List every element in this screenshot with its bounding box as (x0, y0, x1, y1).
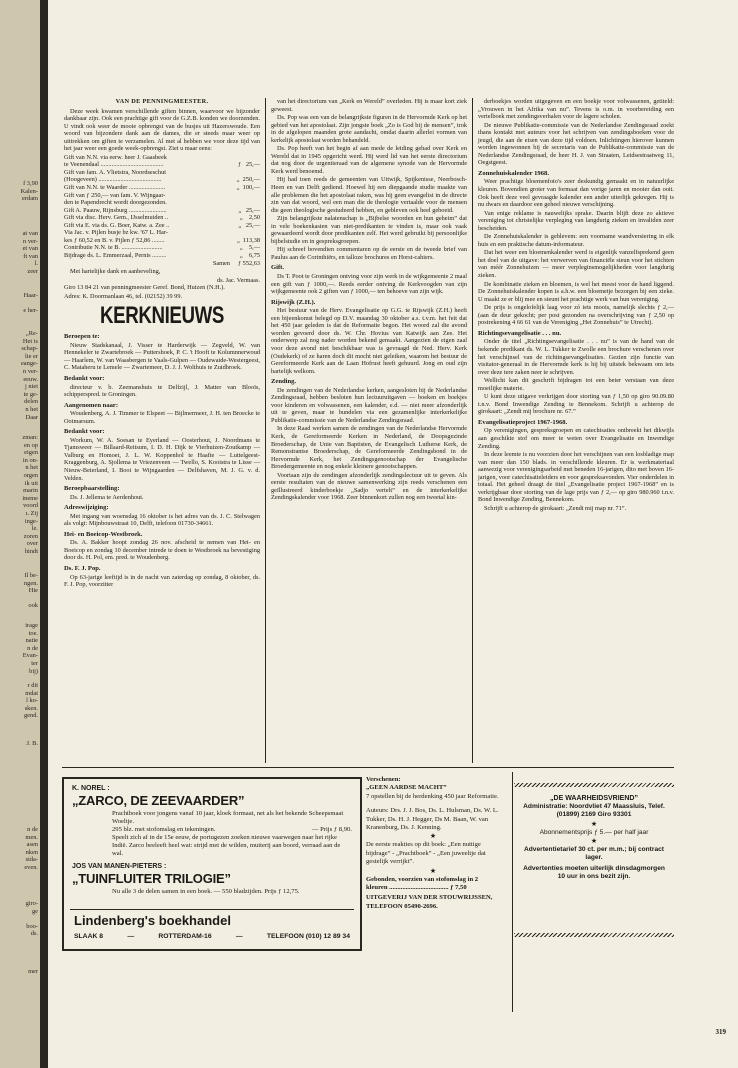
gift-amount: „ 6,75 (239, 251, 260, 259)
fragment-line: ter (31, 659, 38, 667)
fragment-line: zoren (23, 532, 38, 540)
ad2-gebonden (366, 876, 500, 893)
paragraph: derboekjes worden uitgegeven en een boekje voor volwassenen, getiteld: „Vrouwen in het Afrika van nu”. Tevens is o.m. in voorbereiding een vertelboek met zendingsverhalen voor de lagere scholen. (478, 98, 674, 121)
section-heading: Zonnehuiskalender 1968. (478, 169, 549, 177)
column-middle (271, 98, 467, 503)
paragraph: Van enige reklame is nauwelijks sprake. Daarin blijft deze zo aktieve vereniging tot christelijke verpleging van langdurig zieken en invaliden zeer bescheiden. (478, 209, 674, 232)
section-heading: Beroepen te: (64, 333, 100, 341)
column-penningmeester (64, 98, 260, 590)
gift-amount: „ 5,— (239, 244, 260, 252)
fragment-line: bij) (29, 667, 38, 675)
gift-amount (256, 154, 260, 162)
penningmeester-heading: VAN DE PENNINGMEESTER. (115, 98, 209, 105)
fragment-line: inge- (24, 517, 38, 525)
penningmeester-giro: Giro 13 84 21 van penningmeester Geref. Bond, Huizen (N.H.). (64, 284, 225, 292)
ad2-star-icon: ★ (429, 832, 437, 841)
ad2-gebonden-text: Gebonden, voorzien van stofomslag in 2 kleuren .................................... (366, 875, 479, 892)
adjacent-page-fragment (4, 622, 38, 675)
ad1-desc2: Nu alle 3 de delen samen in een boek. — 550 bladzijden. Prijs ƒ 12,75. (112, 888, 300, 895)
gift-total-label: Samen (212, 260, 230, 268)
gift-text: Gift van N.N. te Waarder ....................... (64, 184, 166, 192)
gift-row (64, 184, 260, 192)
gift-text: Gift van ƒ 250,— van fam. V. Wijngaar- (64, 191, 166, 199)
fragment-line: l ko- (26, 697, 38, 705)
fragment-line: et van (22, 245, 38, 253)
paragraph: U kunt deze uitgave verkrijgen door storting van ƒ 1,50 op giro 90.09.80 t.n.v. Bond Inwendige Zending te Bennekom. Schrijft u achterop de girokaart: „Zendt mij brochure nr. 67.” (478, 393, 674, 416)
fragment-line: eigen (24, 449, 38, 457)
penningmeester-thanks: Met hartelijke dank en aanbeveling, (70, 268, 161, 276)
paragraph: Ds. A. Bakker hoopt zondag 26 nov. afscheid te nemen van Hei- en Boeicop en zondag 10 december intrede te doen te Westbroek na bevestiging door ds. H. Pol, em. pred. te Woudenberg. (64, 539, 260, 562)
gift-amount: „ 25,— (238, 221, 260, 229)
paragraph: Op 63-jarige leeftijd is in de nacht van zaterdag op zondag, 8 oktober, ds. F. J. Pop, voorzitter (64, 573, 260, 589)
fragment-line: voord (23, 502, 38, 510)
gift-amount (256, 229, 260, 237)
ad-geen-aardse-macht (362, 772, 502, 1012)
gift-row (64, 192, 260, 200)
adjacent-page-fragment (4, 292, 38, 315)
adjacent-page-fragment (4, 330, 38, 421)
gift-text: den te Papendrecht wordt doorgezonden. (64, 199, 167, 207)
section-heading: Aangenomen naar: (64, 401, 119, 409)
fragment-line: le. (31, 525, 38, 533)
adjacent-page-fragment (4, 740, 38, 748)
gift-amount: „ 100,— (236, 184, 260, 192)
ad1-address-row: SLAAK 8 — ROTTERDAM-16 — TELEFOON (010) 12 89 34 (74, 933, 350, 940)
gift-row (64, 222, 260, 230)
fragment-line: in on- (22, 456, 38, 464)
fragment-line: giro- (25, 900, 38, 907)
fragment-line: en op (23, 441, 38, 449)
paragraph: Hij schreef bovendien commentaren op de eerste en de tweede brief van Paulus aan de Corinthiërs, en talloze brochures en Horst-cahiers. (271, 246, 467, 261)
gift-text: Gift van N.N. via eerw. heer J. Gaasbeek (64, 153, 167, 161)
section-heading: Hei- en Boeicop-Westbroek. (64, 530, 143, 538)
gift-amount (256, 169, 260, 177)
fragment-line: eange- (20, 360, 38, 368)
gift-amount: „ 250,— (236, 176, 260, 184)
gift-amount (256, 192, 260, 200)
ad3-abon: Abonnementsprijs ƒ 5.— per half jaar (539, 828, 649, 836)
paragraph: Ds. Pop heeft van het begin af aan mede de leiding gehad over Kerk en Wereld dat in 1945 opgericht werd. Hij werd lid van het eerste directorium dat nog door de urgentieraad van de algemene synode van de Hervormde Kerk werd benoemd. (271, 145, 467, 175)
ad2-authors: Auteurs: Drs. J. J. Bos, Ds. L. Hulsman, Ds. W. L. Tukker, Ds. H. J. Hegger, Ds M. Baan, W. van Kranenburg, Ds. J. Kenning. (366, 807, 499, 832)
paragraph: directeur v. b. Zeemanshuis te Delfzijl, J. Matter van Blooïs, schipperspred. te Groningen. (64, 383, 260, 399)
fragment-line: ft van (23, 252, 38, 260)
fragment-line: l. (34, 260, 38, 268)
gift-row (64, 176, 260, 184)
paragraph: Ds. J. Jellema te Aerdenhout. (70, 493, 144, 501)
fragment-line: lie er (25, 352, 38, 360)
paragraph: Op verenigingen, gespreksgroepen en catechisaties ontbreekt het dikwijls aan geschikte stof om meer te weten over Evangelisatie en Inwendige Zending. (478, 427, 674, 450)
penningmeester-intro: Deze week kwamen verschillende giften binnen, waarvoor we bijzonder dankbaar zijn. Ook een prachtige gift voor de G.Z.B. konden we doorzenden. U vindt ook weer de mooie opbrengst van de busjes uit Hazerswoude. Een woord van bijzondere dank aan de dames, die er steeds maar weer op uittrekken om giften te verzamelen. Al met al hebben we voor deze tijd van het jaar weer een goede week-opbrengst. Ziet u maar eens: (64, 107, 260, 153)
ad3-admin: Administratie: Noordvliet 47 Maassluis, Telef. (01899) 2169 Giro 93301 (523, 803, 665, 819)
gift-amount (256, 199, 260, 207)
fragment-line: Daar (25, 413, 38, 421)
section-heading: Richtingsevangelisatie . . . nu. (478, 329, 562, 337)
gift-row (64, 237, 260, 245)
ad1-divider (70, 909, 354, 910)
ad3-star-icon: ★ (590, 837, 598, 845)
adjacent-page-fragment (4, 682, 38, 720)
paragraph: De Zonnehuiskalender is geblevem: een voorname wandversiering in elk huis en een praktische datum-informateur. (478, 233, 674, 248)
ad1-title1: „ZARCO, DE ZEEVAARDER” (72, 793, 245, 808)
ad3-top-border (514, 783, 674, 787)
fragment-line (4, 595, 38, 603)
ad3-deadline: Advertenties moeten uiterlijk dinsdagmorgen 10 uur in ons bezit zijn. (523, 865, 665, 881)
fragment-line: over (26, 540, 38, 548)
paragraph: Ds. Pop was een van de belangrijkste figuren in de Hervormde Kerk op het gebied van het apostolaat. Zijn jongste boek „Zo is God bij de mensen”, trok in de afgelopen maanden grote aandacht, omdat daarin allerlei vormen van kerkelijk apostolaat worden behandeld. (271, 114, 467, 144)
section-heading: Evangelisatieproject 1967-1968. (478, 418, 568, 426)
gift-text: Contributie N.N. te B. .......................... (64, 244, 163, 252)
column-divider (472, 98, 473, 763)
fragment-line: Il be- (24, 572, 38, 579)
newspaper-page (48, 0, 738, 1068)
fragment-line: j niet (25, 383, 38, 391)
page-gutter (40, 0, 48, 1068)
fragment-line: „Re- (25, 330, 38, 337)
fragment-line: n ver- (23, 237, 38, 245)
ad2-title: „GEEN AARDSE MACHT” (366, 784, 447, 792)
ad-waarheidsvriend (514, 783, 674, 983)
paragraph: Schrijft u achterop de girokaart: „Zendt mij map nr. 71”. (484, 504, 627, 512)
paragraph: In deze leemte is nu voorzien door het verschijnen van een losbladige map van meer dan 150 blads. in verschillende kleuren. Er is werkmateriaal aanwezig voor verenigingsarbeid met beneden 16-jarigen, dito met boven 16-jarigen, voor catechisatieleiders en voor gespreksavonden. Vier onderdelen in totaal. Het geheel draagt de titel „Evangelisatie project 1967-1968” en is verkrijgbaar door storting van de lage prijs van ƒ 2,— op giro 980.960 t.n.v. Bond Inwendige Zending, Bennekom. (478, 451, 674, 504)
fragment-line: hindt (24, 547, 38, 555)
ad1-pages: 295 blz. met stofomslag en tekeningen. (112, 826, 216, 833)
fragment-line: Haar- (23, 292, 38, 299)
adjacent-page-fragment (4, 180, 38, 203)
section-heading: Bedankt voor: (64, 374, 105, 382)
paragraph: Ds T. Poot te Groningen ontving voor zijn werk in de wijkgemeente 2 maal een gift van ƒ 1000,—. Reeds eerder ontving de Kerkvoogden van zijn wijkgemeente ook 2 giften van ƒ 1000,— ten behoeve van zijn wijk. (271, 273, 467, 296)
adjacent-page-fragment (4, 900, 38, 938)
fragment-line: e her- (23, 307, 38, 315)
fragment-line: nken (25, 848, 38, 856)
fragment-line (4, 915, 38, 923)
section-heading: Gift. (271, 264, 285, 272)
ad2-head: Verschenen: (366, 776, 401, 783)
paragraph: Nieuw Stadskanaal, J. Visser te Harderwijk — Zegveld, W. van Hennekeler te Zwartebroek — Puttershoek, P. C. 't Hooft te Kolumnnerwoud — Haarlem, W. van Waasbergen te Vaals-Gulpen — Oudewaide-Westergeest, C. Mataheru te Lemele — Zwartemeer, D. J. J. Wolthuis te Zuidbroek. (64, 341, 260, 372)
fragment-line: ds. (30, 930, 38, 938)
ad2-star-icon: ★ (429, 866, 437, 875)
adjacent-page-fragment (4, 230, 38, 276)
gift-row (64, 154, 260, 162)
ad2-publisher: UITGEVERIJ VAN DER STOUWRIJSSEN, TELEFOON 05490-2696. (366, 894, 493, 910)
ad1-author1: K. NOREL : (72, 785, 110, 792)
gift-total-amount: ƒ 552,63 (237, 260, 260, 268)
gift-amount: „ 2,50 (239, 214, 260, 222)
fragment-line: natie (25, 637, 38, 645)
fragment-line: ı. Zij (25, 509, 38, 517)
fragment-line: schap- (21, 345, 38, 353)
fragment-line: delen (24, 398, 38, 406)
fragment-line: Evan- (22, 652, 38, 660)
ad1-price: — Prijs ƒ 8,90. (311, 826, 352, 833)
gift-row (64, 199, 260, 207)
fragment-line: asen (26, 841, 38, 849)
ad2-price: ƒ 7,50 (450, 884, 467, 892)
gift-text: te Veenendaal ........................................ (64, 161, 164, 169)
fragment-line: ineme (22, 494, 38, 502)
ad2-reacties: De eerste reakties op dit boek: „Een nuttige bijdrage” - „Prachtboek” - „Een juweeltje dat gestelijk verrijkt”. (366, 841, 486, 866)
gift-row (64, 207, 260, 215)
paragraph: Dat het weer een bloemenkalender werd is eigenlijk vanzelfsprekend geen het doel van de uitgave: het verwerven van financiële steun voor het stichten van méér Zonnehuizen — meer verpleginsmogelijkheden voor langdurig zieken. (478, 249, 674, 280)
fragment-line: zeer (27, 267, 38, 275)
gift-text: (Hoogeveen) ........................................ (64, 176, 162, 184)
fragment-line: at van (22, 230, 38, 237)
ad2-divider-right (512, 772, 513, 1012)
ad1-author2: JOS VAN MANEN-PIETERS : (72, 863, 167, 870)
paragraph: Hij had toen reeds de gemeenten van Uitwijk, Spijkenisse, Neerbosch-Heen en van Delft gediend. Hoewel hij een diepgaande studie maakte van alle problemen die het apostolaat raken, was hij geen evangelist in de directe zin van dat woord, wel een man die de theologie vertaalde voor de mensen die geen theologische gestudeerd hebben, en gebleven ook heel geboeid. (271, 176, 467, 214)
fragment-line: ook (28, 602, 38, 610)
fragment-line: Hie (28, 587, 38, 595)
paragraph: Workum, W. A. Soesan te Eyerland — Oosterhout, J. Noordmans te Tjamsweer — Billaard-Reitsum, I. D. H. Dijk te Vierhuizen-Zoutkamp — Valburg en Homoet, J. L. W. Koppenhol te Haafte — Luttelgeest-Kraggenburg, A. Sjollema te Vriezenveen — Twello, S. Kooistra te Lisse — Nieuw-Beierland, I. Booi te Wijngaarden — Delfshaven, M. J. G. v. d. Velden. (64, 436, 260, 482)
gift-row (64, 252, 260, 260)
ad1-addr2: ROTTERDAM-16 (158, 933, 212, 940)
gift-text: kes ƒ 60,52 en B. v. Pijlen ƒ 52,86 ........ (64, 236, 165, 244)
fragment-line: sken. (24, 704, 38, 712)
fragment-line: Kalen- (20, 187, 38, 195)
fragment-line: n de (27, 644, 38, 652)
adjacent-page-fragment (4, 968, 38, 976)
fragment-line: n het (25, 464, 38, 472)
ad1-desc1b: Speelt zich af in de 15e eeuw, de portugezen zoeken nieuwe vaarwegen naar het rijke Indië. Zarco beeleeft heel wat: strijd met de wilden, muiterij aan boord, verraad aan de wal. (112, 834, 341, 857)
gift-text: Bijdrage ds. L. Emmerzaal, Pernis ......... (64, 251, 167, 259)
ad3-title: „DE WAARHEIDSVRIEND” (550, 795, 638, 802)
section-heading: Zending. (271, 378, 297, 386)
fragment-line: ge (31, 907, 38, 915)
section-heading: Beroepbaarstelling: (64, 485, 120, 493)
gift-amount: ƒ 25,— (237, 161, 260, 169)
gift-text: Gift via E. via ds. G. Boer, Katw. a. Zee .. (64, 221, 170, 229)
fragment-line: te ge- (23, 390, 38, 398)
paragraph: De nieuwe Publikatie-commissie van de Nederlandse Zendingsraad zoekt thans kontakt met auteurs voor het schrijven van zendingsboeken voor de jeugd, die aan de eisen van deze tijd voldoen. Inlichtingen hierover kunnen worden ingewonnen bij de secretaris van de Publikatie-commissie van de Nederlandse Zendingsraad, de heer H. J. van Straaten, Leidsestraatweg 11, Oegstgeest. (478, 121, 674, 167)
ad1-pages-row (112, 826, 352, 834)
fragment-line: eeuw. (23, 375, 38, 383)
paragraph: Woudenberg, A. J. Timmer te Elspeet — Bijlmermeer, J. H. ten Broecke te Ootmarsum. (64, 410, 260, 425)
kerknieuws-sections (64, 333, 260, 588)
ad1-shop-name: Lindenberg's boekhandel (74, 913, 231, 928)
paragraph: Onder de titel „Richtingsevangelisatie . . . nu” is van de hand van de bekende predikant ds. W. L. Tukker te Zwolle een brochure verschenen over het verschijnsel van de richtingsevangelisaties. Gezien zijn functie van visitator-generaal in de Hervormde kerk is hij bij uitstek bekwaam om iets over deze tere zaken neer te schrijven. (478, 338, 674, 376)
paragraph: De kombinatie zieken en bloemen, is wel het meest voor de hand liggend. De Zonnehuiskalender kopen is a.h.w. een bloemetje bezorgen bij een zieke. U maakt ze er blij mee en steunt het prachtige werk van hun vereniging. (478, 280, 674, 303)
fragment-line: J. B. (26, 740, 38, 747)
gift-text: Gift via disc. Herv. Gem., IJsselmuiden .. (64, 214, 169, 222)
ad3-star-icon: ★ (590, 820, 598, 828)
fragment-line: ngen. (23, 579, 38, 587)
kerknieuws-heading: KERKNIEUWS (99, 302, 225, 330)
ad1-desc1: Prachtboek voor jongens vanaf 10 jaar, kloek formaat, net als het bekende Scheepsmaat Woeltje. (112, 810, 344, 825)
fragment-line: Het is (22, 337, 38, 345)
ads-top-rule (62, 767, 674, 768)
fragment-line: erdam (22, 195, 38, 203)
fragment-line: irage (25, 622, 38, 629)
paragraph: van het directorium van „Kerk en Wereld” overleden. Hij is maar kort ziek geweest. (271, 98, 467, 113)
column-divider (265, 98, 266, 763)
fragment-line: marin (23, 487, 38, 495)
fragment-line: mdat (25, 689, 38, 697)
paragraph: Zijn belangrijkste nalatenschap is „Bijbelse woorden en hun geheim” dat in vele boekenkasten van niet-predikanten te vinden is, maar ook vaak gewaardeerd wordt door predikanten zelf. Het werd gebruikt bij persoonlijke bijbelstudie en in gespreksgroepen. (271, 215, 467, 245)
fragment-line: mer (28, 968, 38, 975)
gift-row (64, 244, 260, 252)
ad1-addr3: TELEFOON (010) 12 89 34 (266, 933, 350, 940)
fragment-line: n het (25, 405, 38, 413)
ad3-advprice: Advertentietarief 30 ct. per m.m.; bij contract lager. (524, 845, 664, 862)
gift-text: Gift A. Paauw, Rijnsburg ........................ (64, 206, 167, 214)
paragraph: Wellicht kan dit geschrift bijdragen tot een beter verstaan van deze moeilijke materie. (478, 377, 674, 392)
fragment-line: zman: (22, 434, 38, 441)
adjacent-page-strip (0, 0, 48, 1068)
gift-total-row (64, 260, 260, 268)
gift-list (64, 154, 260, 260)
fragment-line: n de (27, 826, 38, 833)
gift-text: Gift van fam. A. Vlietstra, Noordseschut (64, 168, 167, 176)
ad1-title2: „TUINFLUITER TRILOGIE” (72, 871, 231, 886)
fragment-line: even. (24, 863, 38, 871)
adjacent-page-fragment (4, 826, 38, 872)
ad1-addr1: SLAAK 8 (74, 933, 104, 940)
column-right (478, 98, 674, 513)
ad2-sub: 7 opstellen bij de herdenking 450 jaar Reformatie. (366, 792, 499, 800)
section-heading: Bedankt voor: (64, 428, 105, 436)
gift-row (64, 161, 260, 169)
fragment-line: sida- (25, 856, 38, 864)
gift-row (64, 169, 260, 177)
paragraph: Het bestuur van de Herv. Evangelisatie op G.G. te Rijswijk (Z.H.) heeft een bijeenkomst belegd op D.V. maandag 30 oktober a.s. t.v.m. het feit dat het 450 jaar geleden is dat de Reformatie begon. Het woord zal die avond worden gevoerd door ds. W. Chr. Hovius van Katwijk aan Zee. Het onderwerp zal nog nader worden bekend gemaakt. Aangezien de eigen zaal voor deze avond niet beschikbaar was is gevraagd de Ned. Herv. Kerk (Oudekerk) of ze haren doch dit mocht niet geleiken, waarom het bestuur de Gereformeerde Kerk aan de Laan Hofrust heeft gehuurd. Jong en oud zijn hartelijk welkom. (271, 307, 467, 375)
gift-row (64, 229, 260, 237)
adjacent-page-fragment (4, 572, 38, 610)
section-heading: Ds. F. J. Pop. (64, 564, 101, 572)
paragraph: In deze Raad werken samen de zendingen van de Nederlandse Hervormde Kerk, de Gereformeerde Kerken in Nederland, de Doopsgezinde Broederschap, de Unie van Baptisten, de Evangelisch Lutherse Kerk, de Remonstrantse Broederschap, de Gereformeerde Zendingsbond in de Hervormde Kerk, het Zendingsgenootschap der Evangelische Broedergemeente en nog enkele kleinere genootschappen. (271, 425, 467, 471)
fragment-line: toe. (28, 629, 38, 637)
page-number: 319 (715, 1028, 726, 1036)
paragraph: Met ingang van woensdag 16 oktober is het adres van ds. J. C. Stelwagen als volgt: Mijnbouwstraat 10, Delft, telefoon 01730-34661. (64, 512, 260, 528)
fragment-line: n ver- (23, 367, 38, 375)
penningmeester-signature: ds. Jac. Vermaas. (216, 276, 260, 284)
ad-lindenberg (62, 777, 362, 951)
gift-amount: „ 113,38 (236, 236, 260, 244)
fragment-line: men. (25, 833, 38, 841)
fragment-line: ik uit (24, 479, 38, 487)
fragment-line: gend. (23, 712, 38, 720)
fragment-line: r dit (27, 682, 38, 689)
gift-amount: „ 25,— (238, 206, 260, 214)
ad3-bottom-border (514, 933, 674, 937)
fragment-line: f 3,90 (23, 180, 38, 187)
section-heading: Adreswijziging: (64, 504, 109, 512)
gift-text: Via Jac. v. Pijlen busje bz kw. '67 L. Har- (64, 229, 168, 237)
fragment-line: orgen (23, 471, 38, 479)
section-heading: Rijswijk (Z.H.). (271, 298, 316, 306)
penningmeester-adres: Adres: K. Doormanlaan 46, tel. (02152) 39 99. (64, 292, 183, 300)
paragraph: Weer prachtige bloemenfoto's zeer deskundig gemaakt en in natuurlijke kleuren. Bovendien groter van formaat dan vorige jaren en mooier dan ooit. Ook heeft deze veel gevraagde kalender een ander uiterlijk gekregen. Hij is nu dwars en daardoor een geheel nieuwe verschijning. (478, 178, 674, 209)
gift-row (64, 214, 260, 222)
paragraph: De zendingen van de Nederlandse kerken, aangesloten bij de Nederlandse Zendingsraad, hebben besloten hun lectuuruitgaven — boeken en boekjes voor kinderen en volwassenen, een kalender, e.d. — niet meer afzonderlijk uit te geven, maar te bundelen via een gezamenlijke interkerkelijke Publikatie-commissie van de Nederlandse Zendingsraad. (271, 386, 467, 424)
fragment-line: boo- (26, 922, 38, 930)
fragment-line (4, 300, 38, 308)
adjacent-page-fragment (4, 434, 38, 556)
paragraph: De prijs is ongelofelijk laag voor zó iets moois, namelijk slechts ƒ 2,— (aan de deur gekocht; per post gezonden na overschrijving van ƒ 2,50 op postrekening 4 66 61 van de Vereniging „Het Zonnehuis” te Utrecht). (478, 304, 674, 327)
paragraph: Voortaan zijn de zendingen afzonderlijk zendingslectuur uit te geven. Als eerste resultaten van de nieuwe samenwerking zijn reeds verschenen een geïllustreerd kinderboekje „Sadjo vertelt” en de interkerkelijke Zendingskalender voor 1968. Zeer binnenkort zullen nog een tweetal kin- (271, 471, 467, 502)
